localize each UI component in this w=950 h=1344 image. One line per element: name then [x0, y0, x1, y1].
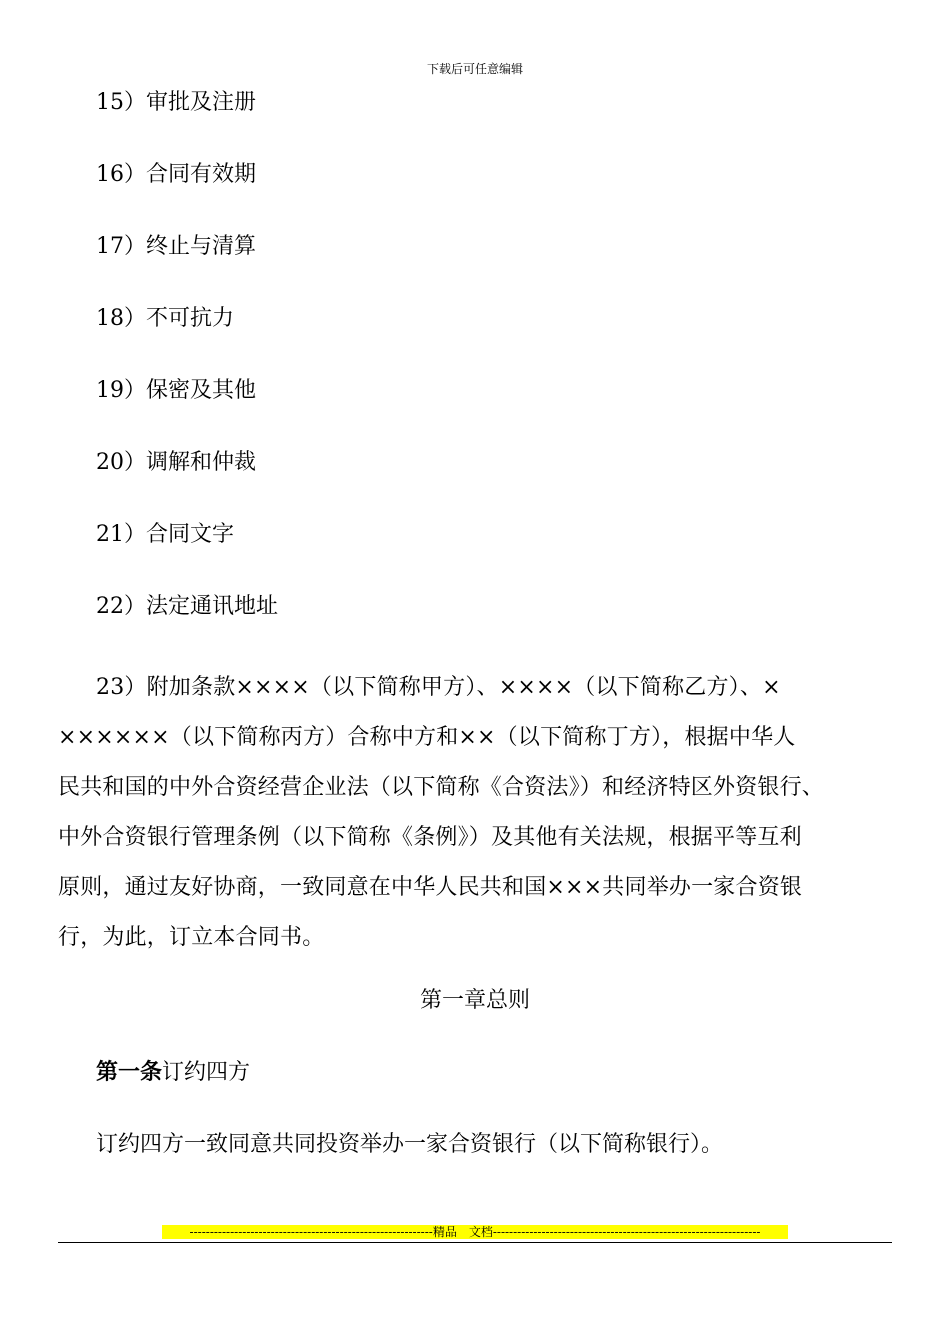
list-item: 17）终止与清算 [96, 234, 256, 259]
paragraph-line: 原则，通过友好协商，一致同意在中华人民共和国×××共同举办一家合资银 [58, 875, 803, 900]
paragraph-line: 行，为此，订立本合同书。 [58, 925, 325, 950]
paragraph-line: ××××××（以下简称丙方）合称中方和××（以下简称丁方），根据中华人 [58, 725, 796, 750]
article-title: 订约四方 [162, 1060, 251, 1085]
list-item: 20）调解和仲裁 [96, 450, 256, 475]
list-item: 16）合同有效期 [96, 162, 256, 187]
list-item: 19）保密及其他 [96, 378, 256, 403]
list-item: 22）法定通讯地址 [96, 594, 278, 619]
page-header: 下载后可任意编辑 [426, 62, 523, 76]
paragraph-line: 民共和国的中外合资经营企业法（以下简称《合资法》）和经济特区外资银行、 [58, 775, 825, 800]
article-body: 订约四方一致同意共同投资举办一家合资银行（以下简称银行）。 [96, 1132, 724, 1157]
footer-divider [58, 1242, 892, 1243]
article-heading [96, 1058, 250, 1088]
list-item: 18）不可抗力 [96, 306, 234, 331]
article-number: 第一条 [96, 1060, 163, 1085]
footer-banner: ------------------------------------------------------------精品 文档------------------------------------------------------------------ [162, 1225, 788, 1239]
chapter-title: 第一章总则 [419, 988, 530, 1013]
list-item: 15）审批及注册 [96, 90, 256, 115]
body-paragraph [58, 663, 898, 963]
paragraph-line: 中外合资银行管理条例（以下简称《条例》）及其他有关法规，根据平等互利 [58, 825, 802, 850]
list-item: 21）合同文字 [96, 522, 234, 547]
paragraph-line: 23）附加条款××××（以下简称甲方）、××××（以下简称乙方）、× [96, 675, 781, 700]
